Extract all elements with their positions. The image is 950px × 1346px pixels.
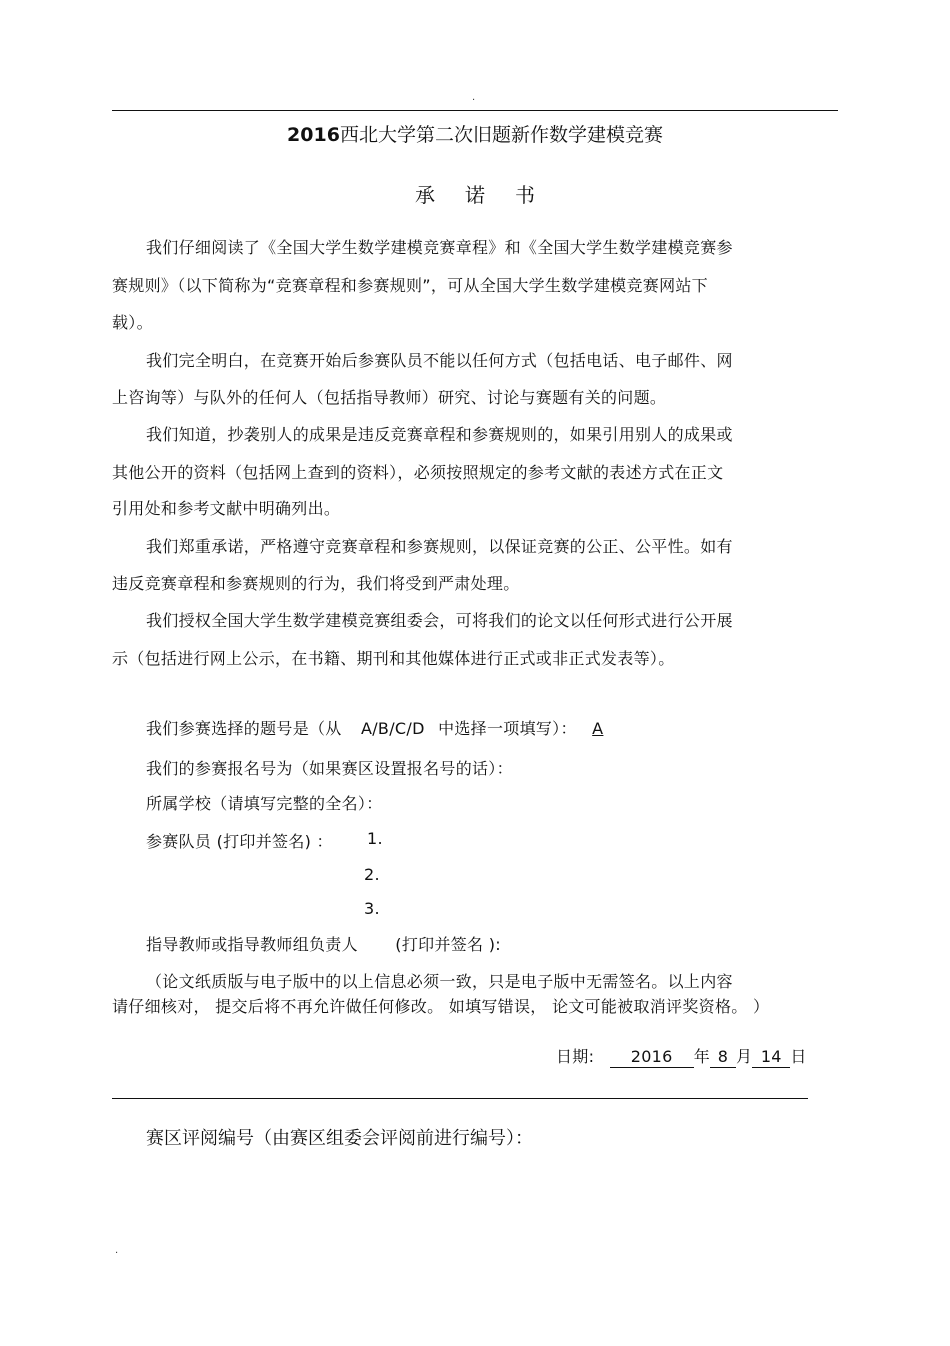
p3-line1: 我们知道，抄袭别人的成果是违反竞赛章程和参赛规则的，如果引用别人的成果或 bbox=[146, 425, 733, 444]
advisor-label: 指导教师或指导教师组负责人 bbox=[146, 935, 358, 954]
title-year: 2016 bbox=[287, 124, 340, 146]
p2-line2: 上咨询等）与队外的任何人（包括指导教师）研究、讨论与赛题有关的问题。 bbox=[112, 388, 667, 407]
pledge-heading: 承诺书 bbox=[415, 183, 565, 207]
advisor-sign: (打印并签名 ): bbox=[395, 935, 501, 954]
title-text: 西北大学第二次旧题新作数学建模竞赛 bbox=[339, 124, 663, 146]
date-month: 8 bbox=[710, 1047, 736, 1068]
header-dot: . bbox=[472, 92, 476, 103]
p1-line2: 赛规则》（以下简称为“竞赛章程和参赛规则”，可从全国大学生数学建模竞赛网站下 bbox=[112, 276, 708, 295]
note-line1: （论文纸质版与电子版中的以上信息必须一致，只是电子版中无需签名。以上内容 bbox=[146, 972, 733, 991]
date-month-unit: 月 bbox=[736, 1047, 753, 1066]
registration-label: 我们的参赛报名号为（如果赛区设置报名号的话）： bbox=[146, 759, 513, 778]
problem-value: A bbox=[592, 719, 604, 738]
problem-suffix: 中选择一项填写）： bbox=[438, 719, 577, 738]
problem-choice-row bbox=[146, 716, 603, 739]
problem-options: A/B/C/D bbox=[361, 719, 425, 738]
school-label: 所属学校（请填写完整的全名）： bbox=[146, 794, 383, 813]
p5-line2: 示（包括进行网上公示，在书籍、期刊和其他媒体进行正式或非正式发表等）。 bbox=[112, 649, 675, 668]
member-number-3: 3. bbox=[364, 899, 380, 918]
date-day-unit: 日 bbox=[790, 1047, 807, 1066]
p2-line1: 我们完全明白，在竞赛开始后参赛队员不能以任何方式（包括电话、电子邮件、网 bbox=[146, 351, 733, 370]
p1-line1: 我们仔细阅读了《全国大学生数学建模竞赛章程》和《全国大学生数学建模竞赛参 bbox=[146, 238, 733, 257]
member-number-1: 1. bbox=[367, 829, 383, 848]
advisor-row bbox=[146, 932, 501, 955]
p5-line1: 我们授权全国大学生数学建模竞赛组委会，可将我们的论文以任何形式进行公开展 bbox=[146, 611, 733, 630]
page-title bbox=[0, 120, 950, 147]
header-rule bbox=[112, 110, 838, 111]
p4-line2: 违反竞赛章程和参赛规则的行为，我们将受到严肃处理。 bbox=[112, 574, 520, 593]
review-number-label: 赛区评阅编号（由赛区组委会评阅前进行编号）： bbox=[146, 1128, 533, 1149]
date-label: 日期: bbox=[556, 1047, 595, 1066]
footer-dot: . bbox=[115, 1245, 119, 1256]
p4-line1: 我们郑重承诺，严格遵守竞赛章程和参赛规则，以保证竞赛的公正、公平性。如有 bbox=[146, 537, 733, 556]
p3-line3: 引用处和参考文献中明确列出。 bbox=[112, 499, 341, 518]
date-row bbox=[556, 1044, 807, 1068]
members-label: 参赛队员 (打印并签名) ： bbox=[146, 832, 333, 851]
date-year: 2016 bbox=[610, 1047, 694, 1068]
member-number-2: 2. bbox=[364, 865, 380, 884]
problem-label: 我们参赛选择的题号是（从 bbox=[146, 719, 342, 738]
date-year-unit: 年 bbox=[693, 1047, 710, 1066]
date-day: 14 bbox=[752, 1047, 790, 1068]
divider-rule bbox=[112, 1098, 808, 1099]
note-line2: 请仔细核对， 提交后将不再允许做任何修改。 如填写错误， 论文可能被取消评奖资格。 ） bbox=[112, 997, 770, 1016]
p3-line2: 其他公开的资料（包括网上查到的资料），必须按照规定的参考文献的表述方式在正文 bbox=[112, 463, 724, 482]
p1-line3: 载）。 bbox=[112, 313, 153, 332]
